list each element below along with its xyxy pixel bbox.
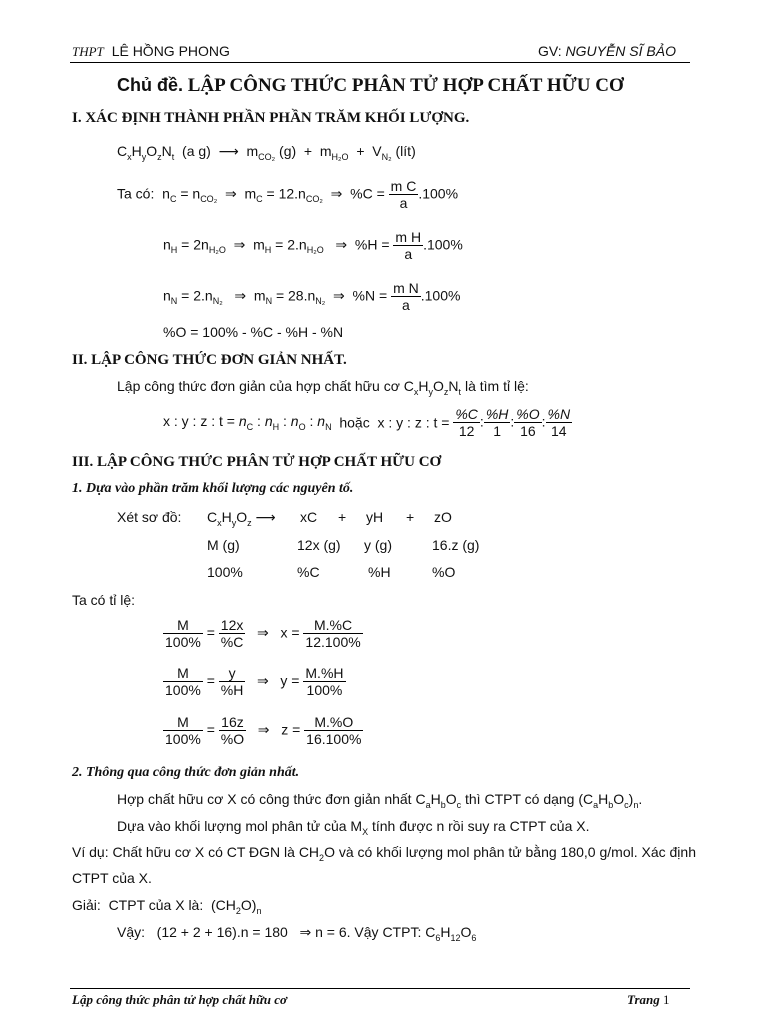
header-school-type: THPT bbox=[72, 44, 104, 59]
footer-rule bbox=[70, 988, 690, 989]
paragraph-1: Hợp chất hữu cơ X có công thức đơn giản nhất $C_aH_bO_c$ thì CTPT có dạng $(C_aH_bO_c)_n$. bbox=[117, 791, 643, 810]
header-teacher-prefix: GV: bbox=[538, 43, 562, 59]
scheme-r2-c: %C bbox=[297, 564, 320, 580]
scheme-r0-plus1: + bbox=[338, 509, 347, 525]
header-right bbox=[538, 43, 676, 59]
header-left bbox=[72, 43, 230, 60]
scheme-r1-h: y (g) bbox=[364, 537, 392, 553]
equation-z: $\frac{M}{100\%}$ = $\frac{16z}{\%O}$ ⇒ z = $\frac{M.\%O}{16.100\%}$ bbox=[165, 714, 362, 748]
line-oxygen: %O = 100% - %C - %H - %N bbox=[163, 324, 344, 340]
reaction-line: $C_xH_yO_zN_t$ (a g) ⟶ $m_{CO_2}$ $(g) + m_{H_2O} + V_{N_2}$ (lít) bbox=[117, 143, 416, 162]
footer-title: Lập công thức phân tử hợp chất hữu cơ bbox=[72, 992, 288, 1007]
example-line-1: Ví dụ: Chất hữu cơ X có CT ĐGN là $CH_2O$ và có khối lượng mol phân tử bằng 180,0 g/mol. Xác định bbox=[72, 844, 696, 863]
footer-page-label: Trang bbox=[627, 992, 660, 1007]
section-2-intro: Lập công thức đơn giản của hợp chất hữu cơ $C_xH_yO_zN_t$ là tìm tỉ lệ: bbox=[117, 378, 529, 397]
scheme-r2-m: 100% bbox=[207, 564, 243, 580]
ratio2-prefix: x : y : z : t = bbox=[377, 414, 450, 431]
scheme-r0-c: xC bbox=[300, 509, 318, 525]
title-prefix: Chủ đề. bbox=[117, 75, 183, 95]
section-1-heading: I. XÁC ĐỊNH THÀNH PHẦN PHẦN TRĂM KHỐI LƯỢNG. bbox=[72, 110, 470, 126]
ratio-frac-c: $\frac{\%C}{12}$ bbox=[455, 406, 478, 440]
scheme-r1-o: 16.z (g) bbox=[432, 537, 480, 553]
title-main: LẬP CÔNG THỨC PHÂN TỬ HỢP CHẤT HỮU CƠ bbox=[187, 75, 624, 96]
scheme-r0-h: yH bbox=[366, 509, 384, 525]
scheme-r1-c: 12x (g) bbox=[297, 537, 341, 553]
footer-page-number: 1 bbox=[663, 992, 670, 1007]
footer-page bbox=[627, 992, 670, 1008]
line-hydrogen: $n_H = 2n_{H_2O}$ ⇒ $m_H = 2.n_{H_2O}$ ⇒ %H = $\frac{\text{m H}}{a}$ .100% bbox=[163, 229, 463, 263]
ratio-frac-o: $\frac{\%O}{16}$ bbox=[516, 406, 540, 440]
line-nitrogen: $n_N = 2.n_{N_2}$ ⇒ $m_N = 28.n_{N_2}$ ⇒ %N = $\frac{\text{m N}}{a}$ .100% bbox=[163, 280, 461, 314]
scheme-formula: $C_xH_yO_z$ ⟶ bbox=[207, 509, 276, 528]
or-word: hoặc bbox=[339, 414, 370, 431]
ratio-frac-h: $\frac{\%H}{1}$ bbox=[485, 406, 509, 440]
fraction-h: $\frac{\text{m H}}{a}$ bbox=[395, 229, 422, 263]
scheme-label: Xét sơ đồ: bbox=[117, 509, 182, 525]
equation-x: $\frac{M}{100\%}$ = $\frac{12x}{\%C}$ ⇒ x = $\frac{M.\%C}{12.100\%}$ bbox=[165, 617, 361, 651]
ratio-line: x : y : z : $t = n_C$ : $n_H$ : $n_O$ : $n_N$ hoặc x : y : z : t = $\frac{\%C}{12}$ : $\frac{\%H}{1}$ : $\frac{\%O}{16}$ : $\frac{\%N}{14}$ bbox=[163, 406, 571, 440]
header-teacher-name: NGUYỄN SĨ BẢO bbox=[565, 43, 676, 59]
ta-co-label: Ta có: bbox=[117, 185, 155, 202]
subsection-1-heading: 1. Dựa vào phần trăm khối lượng các nguyên tố. bbox=[72, 481, 354, 496]
example-line-2: CTPT của X. bbox=[72, 870, 152, 886]
scheme-r0-plus2: + bbox=[406, 509, 415, 525]
section-2-heading: II. LẬP CÔNG THỨC ĐƠN GIẢN NHẤT. bbox=[72, 352, 347, 368]
fraction-n: $\frac{\text{m N}}{a}$ bbox=[393, 280, 419, 314]
ratio-frac-n: $\frac{\%N}{14}$ bbox=[547, 406, 571, 440]
fraction-c: $\frac{\text{m C}}{a}$ bbox=[390, 178, 417, 212]
result-line: Vậy: (12 + 2 + 16).n = 180 ⇒ n = 6. Vậy CTPT: $C_6H_{12}O_6$ bbox=[117, 924, 477, 943]
ta-co-ti-le: Ta có tỉ lệ: bbox=[72, 592, 136, 608]
header-rule bbox=[70, 62, 690, 63]
paragraph-2: Dựa vào khối lượng mol phân tử của $M_X$ tính được n rồi suy ra CTPT của X. bbox=[117, 818, 590, 837]
header-school-name: LÊ HỒNG PHONG bbox=[111, 43, 230, 59]
scheme-r2-h: %H bbox=[368, 564, 391, 580]
scheme-r0-o: zO bbox=[434, 509, 452, 525]
scheme-r1-m: M (g) bbox=[207, 537, 240, 553]
line-carbon: Ta có: $n_C = n_{CO_2}$ ⇒ $m_C = 12.n_{CO_2}$ ⇒ %C = $\frac{\text{m C}}{a}$ .100% bbox=[117, 178, 459, 212]
solution-line: Giải: CTPT của X là: $(CH_2O)_n$ bbox=[72, 897, 262, 916]
scheme-r2-o: %O bbox=[432, 564, 456, 580]
subsection-2-heading: 2. Thông qua công thức đơn giản nhất. bbox=[72, 765, 300, 780]
equation-y: $\frac{M}{100\%}$ = $\frac{y}{\%H}$ ⇒ y = $\frac{M.\%H}{100\%}$ bbox=[165, 665, 344, 699]
page-title bbox=[117, 75, 624, 97]
section-3-heading: III. LẬP CÔNG THỨC PHÂN TỬ HỢP CHẤT HỮU CƠ bbox=[72, 454, 442, 470]
